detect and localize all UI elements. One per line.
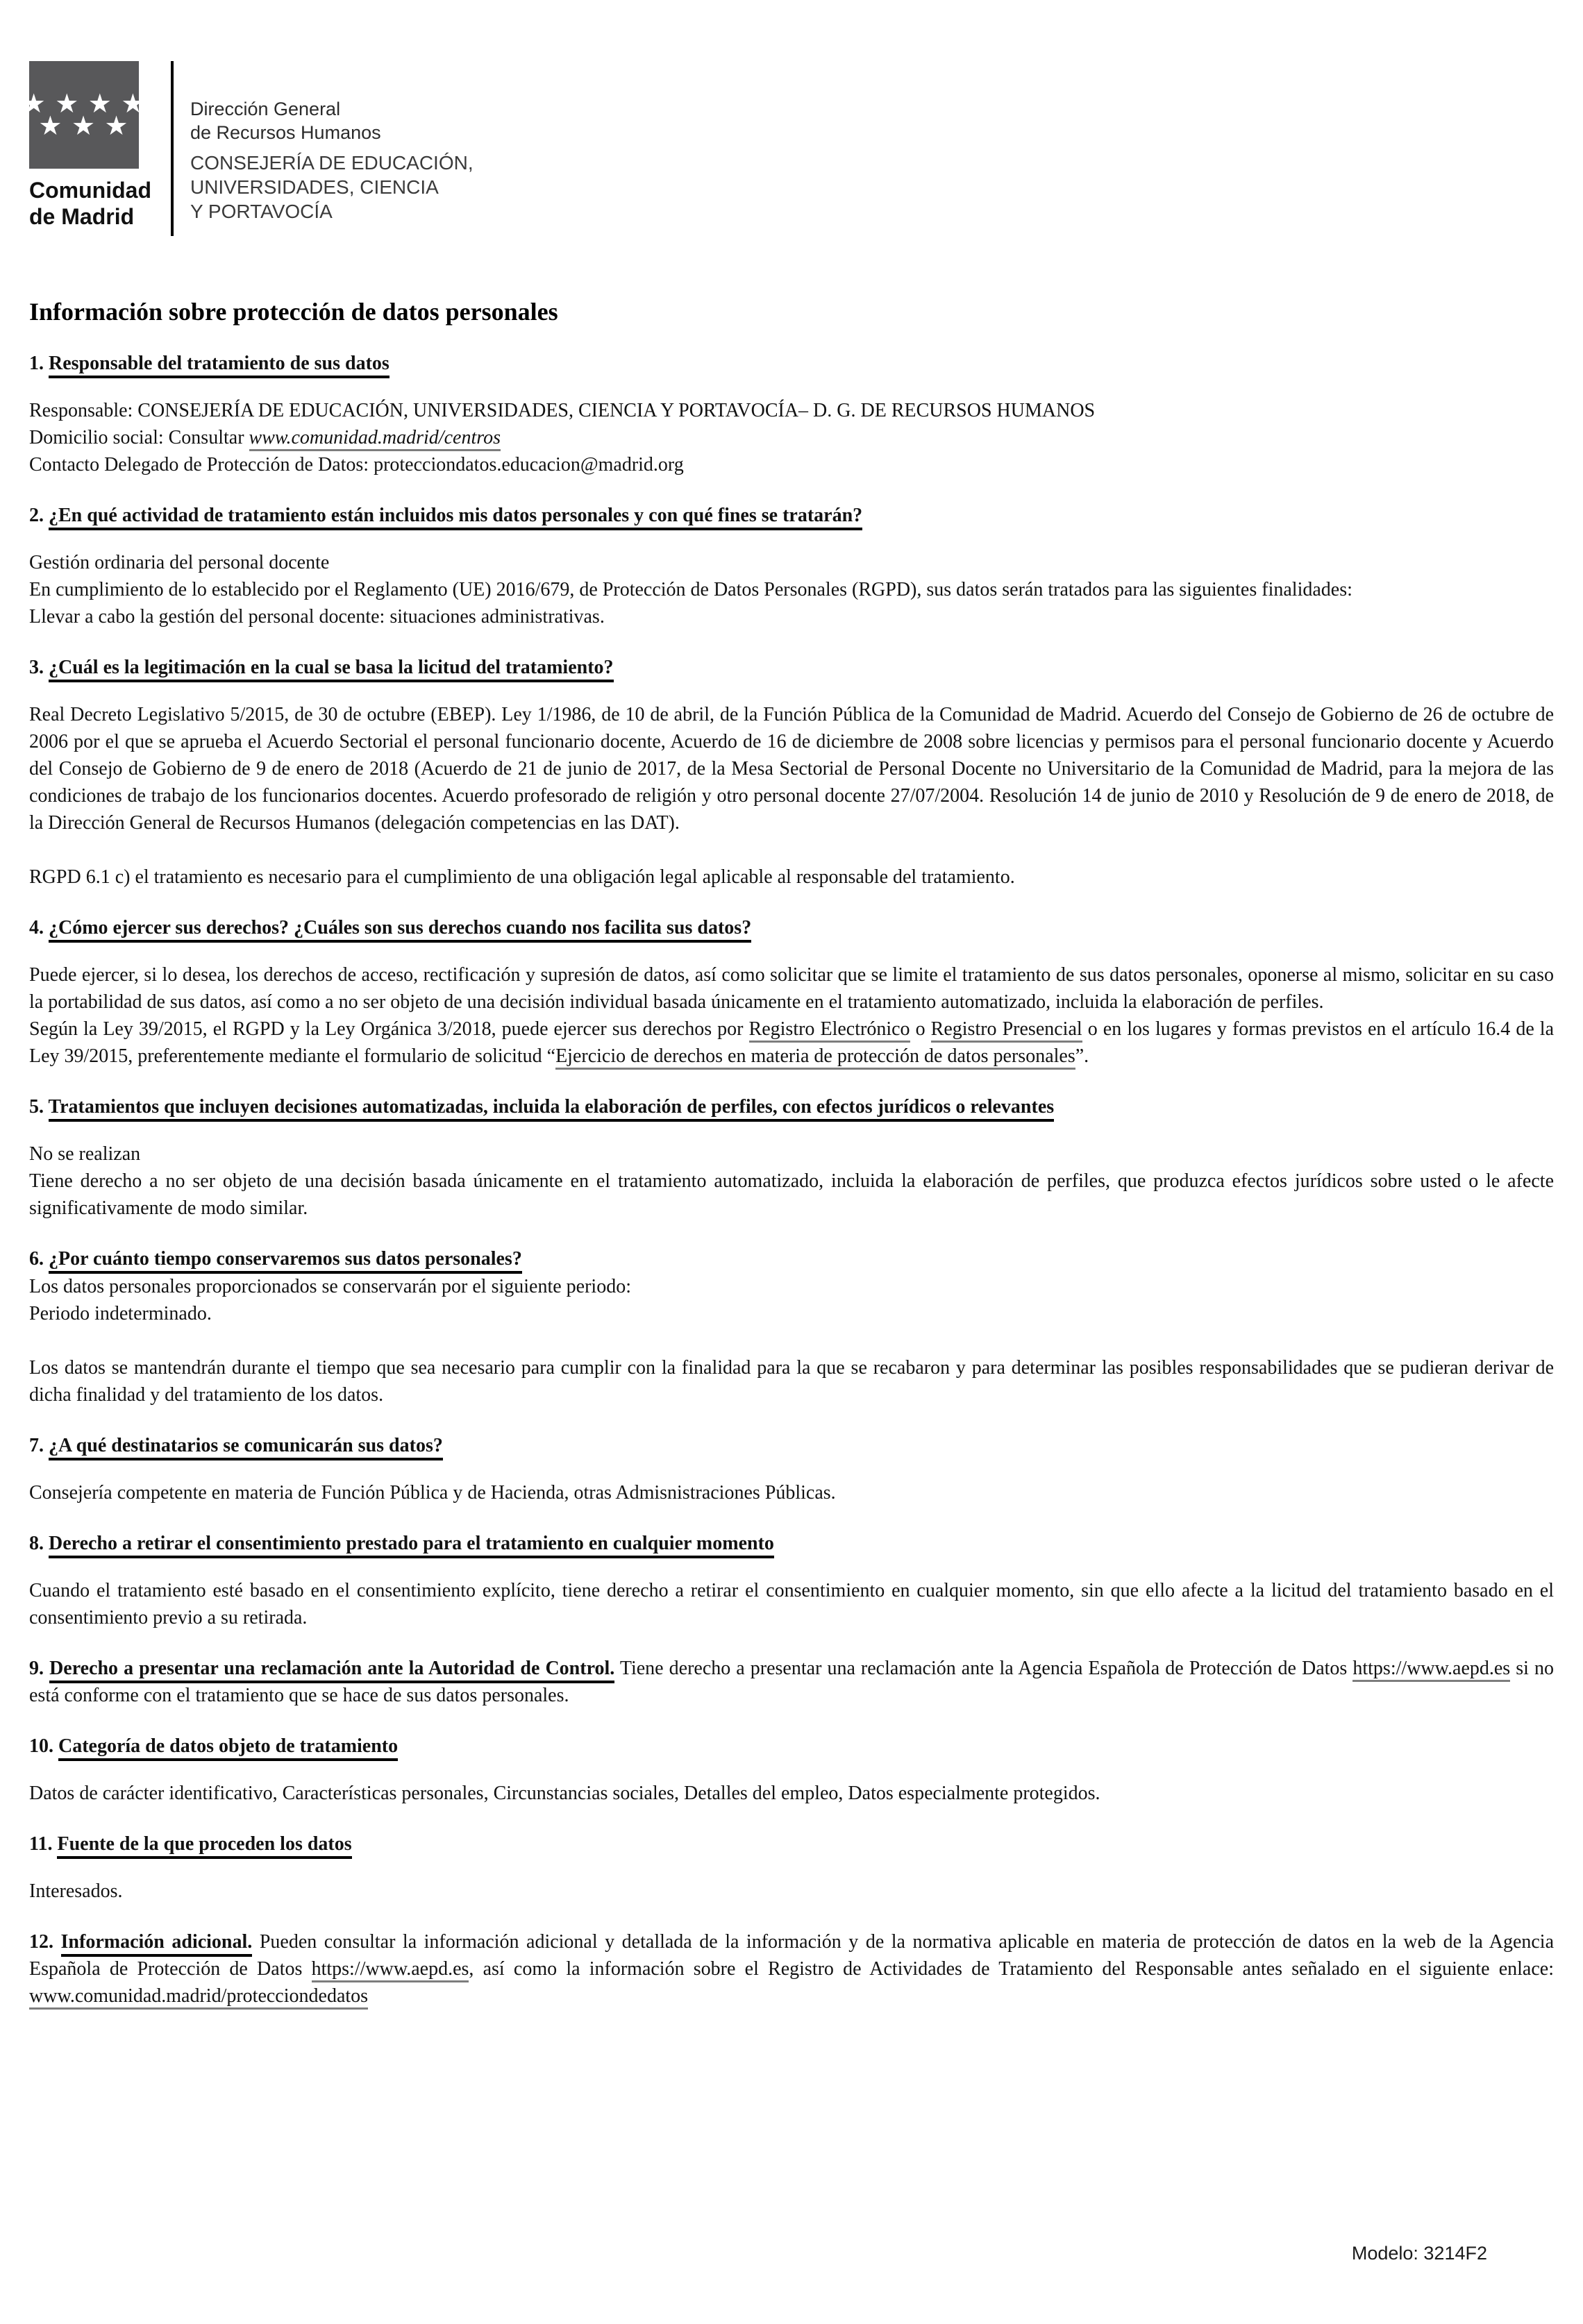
text-segment: Real Decreto Legislativo 5/2015, de 30 de octubre (EBEP). Ley 1/1986, de 10 de abril, de la Función Pública de la Comunidad de Madrid. Acuerdo del Consejo de Gobierno de 26 de octubre de 2006 por el que se aprueba el Acuerdo Sectorial el personal funcionario docente, Acuerdo de 16 de diciembre de 2008 sobre licencias y permisos para el personal funcionario docente y Acuerdo del Consejo de Gobierno de 9 de enero de 2018 (Acuerdo de 21 de junio de 2017, de la Mesa Sectorial de Personal Docente no Universitario de la Comunidad de Madrid, para la mejora de las condiciones de trabajo de los funcionarios docentes. Acuerdo profesorado de religión y otro personal docente 27/07/2004. Resolución 14 de junio de 2010 y Resolución de 9 de enero de 2018, de la Dirección General de Recursos Humanos (delegación competencias en las DAT). bbox=[29, 704, 1554, 834]
text-segment: o en los lugares y formas previstos en el artículo 16.4 de la Ley 39/2015, preferentemente mediante el formulario de solicitud “ bbox=[29, 1018, 1555, 1067]
text-segment: Gestión ordinaria del personal docente bbox=[29, 552, 330, 573]
text-segment: Cuando el tratamiento esté basado en el consentimiento explícito, tiene derecho a retirar el consentimiento en cualquier momento, sin que ello afecte a la licitud del tratamiento basado en el consentimiento previo a su retirada. bbox=[29, 1580, 1554, 1628]
text-segment: En cumplimiento de lo establecido por el Reglamento (UE) 2016/679, de Protección de Datos Personales (RGPD), sus datos serán tratados para las siguientes finalidades: bbox=[29, 579, 1352, 600]
logo-region-line2: de Madrid bbox=[29, 204, 135, 229]
section-heading bbox=[29, 1733, 1554, 1760]
text-segment: Tiene derecho a presentar una reclamación ante la Agencia Española de Protección de Datos bbox=[614, 1658, 1353, 1679]
paragraph bbox=[29, 549, 1554, 576]
section-8 bbox=[29, 1530, 1554, 1631]
paragraph bbox=[29, 603, 1554, 630]
section-9 bbox=[29, 1655, 1554, 1709]
section-12 bbox=[29, 1928, 1554, 2010]
flag-stars-top: ★ ★ ★ ★ bbox=[22, 89, 146, 119]
paragraph bbox=[29, 701, 1554, 836]
logo-region-line1: Comunidad bbox=[29, 178, 151, 203]
section-number: 1. bbox=[29, 353, 49, 374]
paragraph bbox=[29, 1300, 1554, 1327]
dept-line-3: Y PORTAVOCÍA bbox=[190, 201, 333, 222]
section-11 bbox=[29, 1830, 1554, 1905]
section-heading-text: Categoría de datos objeto de tratamiento bbox=[58, 1735, 398, 1761]
text-segment: Domicilio social: Consultar bbox=[29, 427, 249, 448]
paragraph bbox=[29, 1655, 1554, 1709]
link[interactable]: https://www.aepd.es bbox=[1352, 1658, 1510, 1682]
sections bbox=[29, 350, 1554, 2010]
paragraph bbox=[29, 1140, 1554, 1168]
section-3 bbox=[29, 654, 1554, 891]
text-segment: Llevar a cabo la gestión del personal docente: situaciones administrativas. bbox=[29, 606, 605, 628]
section-heading bbox=[29, 1432, 1554, 1460]
model-number: Modelo: 3214F2 bbox=[1351, 2243, 1487, 2264]
paragraph bbox=[29, 451, 1554, 478]
section-heading-text: ¿Por cuánto tiempo conservaremos sus datos personales? bbox=[49, 1248, 522, 1274]
section-heading bbox=[29, 502, 1554, 530]
section-heading-text: ¿Cómo ejercer sus derechos? ¿Cuáles son sus derechos cuando nos facilita sus datos? bbox=[49, 917, 751, 943]
section-6 bbox=[29, 1245, 1554, 1408]
text-segment: Interesados. bbox=[29, 1880, 123, 1902]
text-segment: RGPD 6.1 c) el tratamiento es necesario para el cumplimiento de una obligación legal aplicable al responsable del tratamiento. bbox=[29, 866, 1015, 888]
paragraph bbox=[29, 1928, 1554, 2010]
org-line-2: de Recursos Humanos bbox=[190, 122, 381, 143]
paragraph bbox=[29, 864, 1554, 891]
section-number: 12. bbox=[29, 1931, 61, 1953]
paragraph bbox=[29, 1780, 1554, 1807]
text-segment: , así como la información sobre el Registro de Actividades de Tratamiento del Responsable antes señalado en el siguiente enlace: bbox=[469, 1958, 1554, 1980]
link[interactable]: www.comunidad.madrid/centros bbox=[249, 427, 501, 451]
section-number: 10. bbox=[29, 1735, 58, 1757]
org-line-1: Dirección General bbox=[190, 99, 341, 119]
paragraph bbox=[29, 961, 1554, 1016]
dept-line-2: UNIVERSIDADES, CIENCIA bbox=[190, 176, 439, 198]
section-heading-text: Información adicional. bbox=[61, 1931, 253, 1957]
text-segment: Consejería competente en materia de Función Pública y de Hacienda, otras Admisnistraciones Públicas. bbox=[29, 1482, 836, 1504]
text-segment: si no está conforme con el tratamiento que se hace de sus datos personales. bbox=[29, 1658, 1554, 1706]
section-heading-text: Derecho a presentar una reclamación ante la Autoridad de Control. bbox=[49, 1658, 614, 1683]
text-segment: Contacto Delegado de Protección de Datos: protecciondatos.educacion@madrid.org bbox=[29, 454, 684, 475]
text-segment: Los datos personales proporcionados se conservarán por el siguiente periodo: bbox=[29, 1276, 631, 1297]
section-heading bbox=[29, 914, 1554, 942]
section-heading-text: Tratamientos que incluyen decisiones automatizadas, incluida la elaboración de perfiles, con efectos jurídicos o relevantes bbox=[49, 1096, 1055, 1122]
page-title: Información sobre protección de datos personales bbox=[29, 298, 558, 326]
section-heading bbox=[29, 654, 1554, 682]
paragraph bbox=[29, 1273, 1554, 1300]
section-number: 9. bbox=[29, 1658, 50, 1679]
section-heading bbox=[29, 1530, 1554, 1558]
department-block bbox=[190, 61, 474, 224]
section-number: 7. bbox=[29, 1435, 49, 1456]
section-number: 2. bbox=[29, 505, 49, 526]
section-number: 8. bbox=[29, 1533, 49, 1554]
section-number: 6. bbox=[29, 1248, 49, 1270]
text-segment: Los datos se mantendrán durante el tiempo que sea necesario para cumplir con la finalidad para la que se recabaron y para determinar las posibles responsabilidades que se pudieran derivar de dicha finalidad y del tratamiento de los datos. bbox=[29, 1357, 1554, 1406]
logo-region-name bbox=[29, 177, 151, 230]
link[interactable]: www.comunidad.madrid/protecciondedatos bbox=[29, 1985, 368, 2010]
header-divider bbox=[171, 61, 174, 236]
text-segment: Puede ejercer, si lo desea, los derechos de acceso, rectificación y supresión de datos, así como solicitar que se limite el tratamiento de sus datos personales, oponerse al mismo, solicitar en su caso la portabilidad de sus datos, así como a no ser objeto de una decisión individual basada únicamente en el tratamiento automatizado, incluida la elaboración de perfiles. bbox=[29, 964, 1554, 1013]
text-segment: o bbox=[910, 1018, 931, 1040]
paragraph bbox=[29, 1354, 1554, 1408]
header bbox=[22, 61, 1554, 236]
paragraph bbox=[29, 1577, 1554, 1631]
paragraph bbox=[29, 1016, 1554, 1070]
section-7 bbox=[29, 1432, 1554, 1506]
section-heading bbox=[29, 1245, 1554, 1273]
paragraph bbox=[29, 1479, 1554, 1506]
section-heading-text: ¿En qué actividad de tratamiento están incluidos mis datos personales y con qué fines se tratarán? bbox=[49, 505, 862, 530]
text-segment: Según la Ley 39/2015, el RGPD y la Ley Orgánica 3/2018, puede ejercer sus derechos por bbox=[29, 1018, 749, 1040]
paragraph bbox=[29, 424, 1554, 451]
section-heading-text: Fuente de la que proceden los datos bbox=[57, 1833, 351, 1859]
dept-lines bbox=[190, 151, 474, 224]
link[interactable]: https://www.aepd.es bbox=[312, 1958, 469, 1982]
section-number: 3. bbox=[29, 657, 49, 678]
comunidad-madrid-logo bbox=[22, 61, 151, 230]
section-heading-text: Derecho a retirar el consentimiento prestado para el tratamiento en cualquier momento bbox=[49, 1533, 774, 1558]
text-segment: No se realizan bbox=[29, 1143, 141, 1165]
madrid-flag-icon bbox=[22, 61, 146, 169]
section-heading bbox=[29, 1093, 1554, 1121]
link[interactable]: Ejercicio de derechos en materia de protección de datos personales bbox=[555, 1045, 1075, 1070]
section-1 bbox=[29, 350, 1554, 478]
section-heading bbox=[29, 350, 1554, 378]
link[interactable]: Registro Electrónico bbox=[749, 1018, 910, 1043]
text-segment: Datos de carácter identificativo, Características personales, Circunstancias sociales, Detalles del empleo, Datos especialmente protegidos. bbox=[29, 1783, 1100, 1804]
link[interactable]: Registro Presencial bbox=[931, 1018, 1082, 1043]
section-10 bbox=[29, 1733, 1554, 1807]
section-4 bbox=[29, 914, 1554, 1070]
text-segment: ”. bbox=[1075, 1045, 1089, 1067]
text-segment: Tiene derecho a no ser objeto de una decisión basada únicamente en el tratamiento automatizado, incluida la elaboración de perfiles, que produzca efectos jurídicos sobre usted o le afecte significativamente de modo similar. bbox=[29, 1170, 1554, 1219]
section-heading-text: Responsable del tratamiento de sus datos bbox=[49, 353, 390, 378]
dept-line-1: CONSEJERÍA DE EDUCACIÓN, bbox=[190, 152, 474, 174]
flag-stars-bottom: ★ ★ ★ bbox=[38, 111, 130, 141]
paragraph bbox=[29, 397, 1554, 424]
section-5 bbox=[29, 1093, 1554, 1222]
section-number: 11. bbox=[29, 1833, 58, 1855]
text-segment: Pueden consultar la información adicional y detallada de la información y de la normativa aplicable en materia de protección de datos en la web de la Agencia Española de Protección de Datos bbox=[29, 1931, 1555, 1980]
section-heading bbox=[29, 1830, 1554, 1858]
section-heading-text: ¿Cuál es la legitimación en la cual se basa la licitud del tratamiento? bbox=[49, 657, 614, 682]
section-number: 4. bbox=[29, 917, 49, 938]
paragraph bbox=[29, 1878, 1554, 1905]
section-2 bbox=[29, 502, 1554, 630]
section-heading-text: ¿A qué destinatarios se comunicarán sus datos? bbox=[49, 1435, 443, 1460]
text-segment: Periodo indeterminado. bbox=[29, 1303, 212, 1324]
text-segment: Responsable: CONSEJERÍA DE EDUCACIÓN, UNIVERSIDADES, CIENCIA Y PORTAVOCÍA– D. G. DE RECURSOS HUMANOS bbox=[29, 400, 1096, 421]
paragraph bbox=[29, 576, 1554, 603]
paragraph bbox=[29, 1168, 1554, 1222]
section-number: 5. bbox=[29, 1096, 49, 1118]
